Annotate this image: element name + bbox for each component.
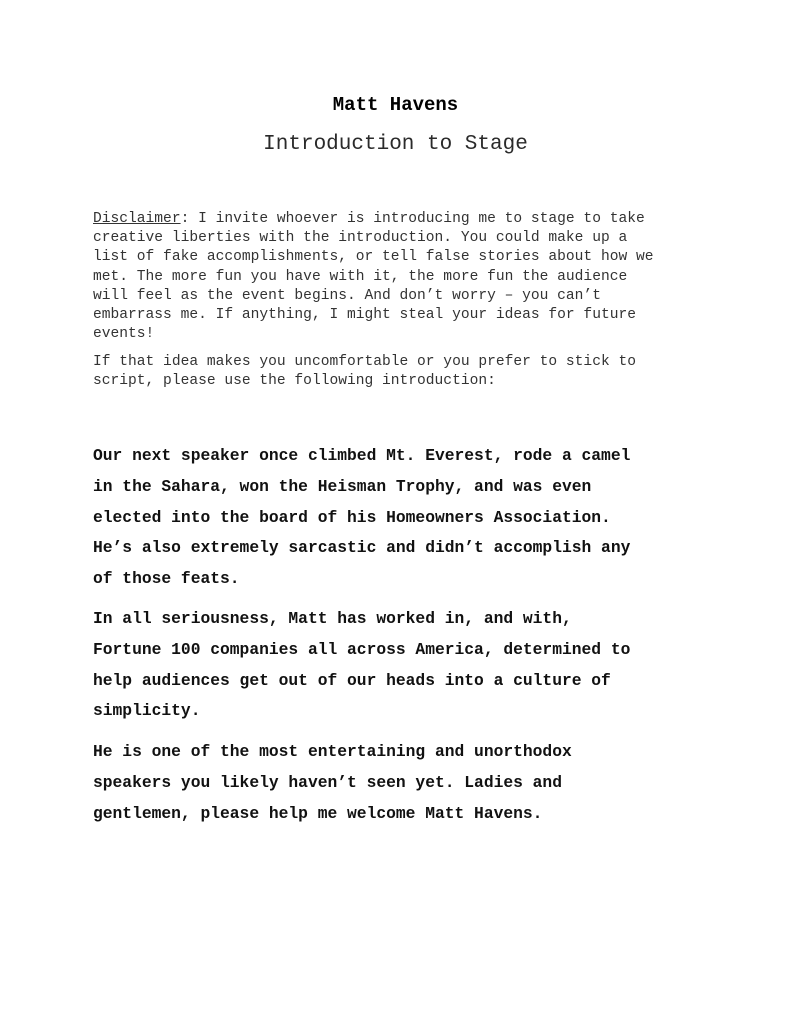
disclaimer-line [93, 210, 703, 229]
disclaimer-paragraph [93, 210, 703, 344]
document-subtitle: Introduction to Stage [263, 133, 528, 156]
intro-line: speakers you likely haven’t seen yet. Ladies and [93, 772, 562, 792]
intro-line: of those feats. [93, 569, 240, 589]
intro-paragraph-1 [93, 441, 713, 595]
intro-line: Our next speaker once climbed Mt. Everest, rode a camel [93, 446, 631, 465]
intro-line: in the Sahara, won the Heisman Trophy, and was even [93, 476, 592, 496]
intro-line: simplicity. [93, 701, 201, 721]
instruction-paragraph [93, 353, 703, 391]
instruction-line: If that idea makes you uncomfortable or you prefer to stick to [93, 354, 636, 370]
disclaimer-line: met. The more fun you have with it, the more fun the audience [93, 268, 628, 285]
disclaimer-label: Disclaimer [93, 211, 181, 227]
instruction-line: script, please use the following introduction: [93, 373, 496, 390]
intro-paragraph-3 [93, 737, 713, 829]
disclaimer-line: events! [93, 326, 155, 343]
intro-line: In all seriousness, Matt has worked in, and with, [93, 609, 572, 628]
intro-line: He’s also extremely sarcastic and didn’t accomplish any [93, 538, 631, 558]
document-title: Matt Havens [332, 94, 459, 116]
disclaimer-line: will feel as the event begins. And don’t worry – you can’t [93, 287, 601, 304]
intro-line: He is one of the most entertaining and unorthodox [93, 742, 572, 761]
intro-line: Fortune 100 companies all across America, determined to [93, 639, 631, 659]
disclaimer-line: embarrass me. If anything, I might steal your ideas for future [93, 307, 636, 324]
intro-line: gentlemen, please help me welcome Matt Havens. [93, 803, 543, 823]
disclaimer-line: creative liberties with the introduction. You could make up a [93, 230, 628, 247]
intro-line: elected into the board of his Homeowners Association. [93, 507, 611, 527]
disclaimer-line: list of fake accomplishments, or tell false stories about how we [93, 249, 654, 266]
disclaimer-line-text: : I invite whoever is introducing me to stage to take [180, 211, 645, 227]
intro-paragraph-2 [93, 604, 713, 727]
intro-line: help audiences get out of our heads into a culture of [93, 670, 611, 690]
